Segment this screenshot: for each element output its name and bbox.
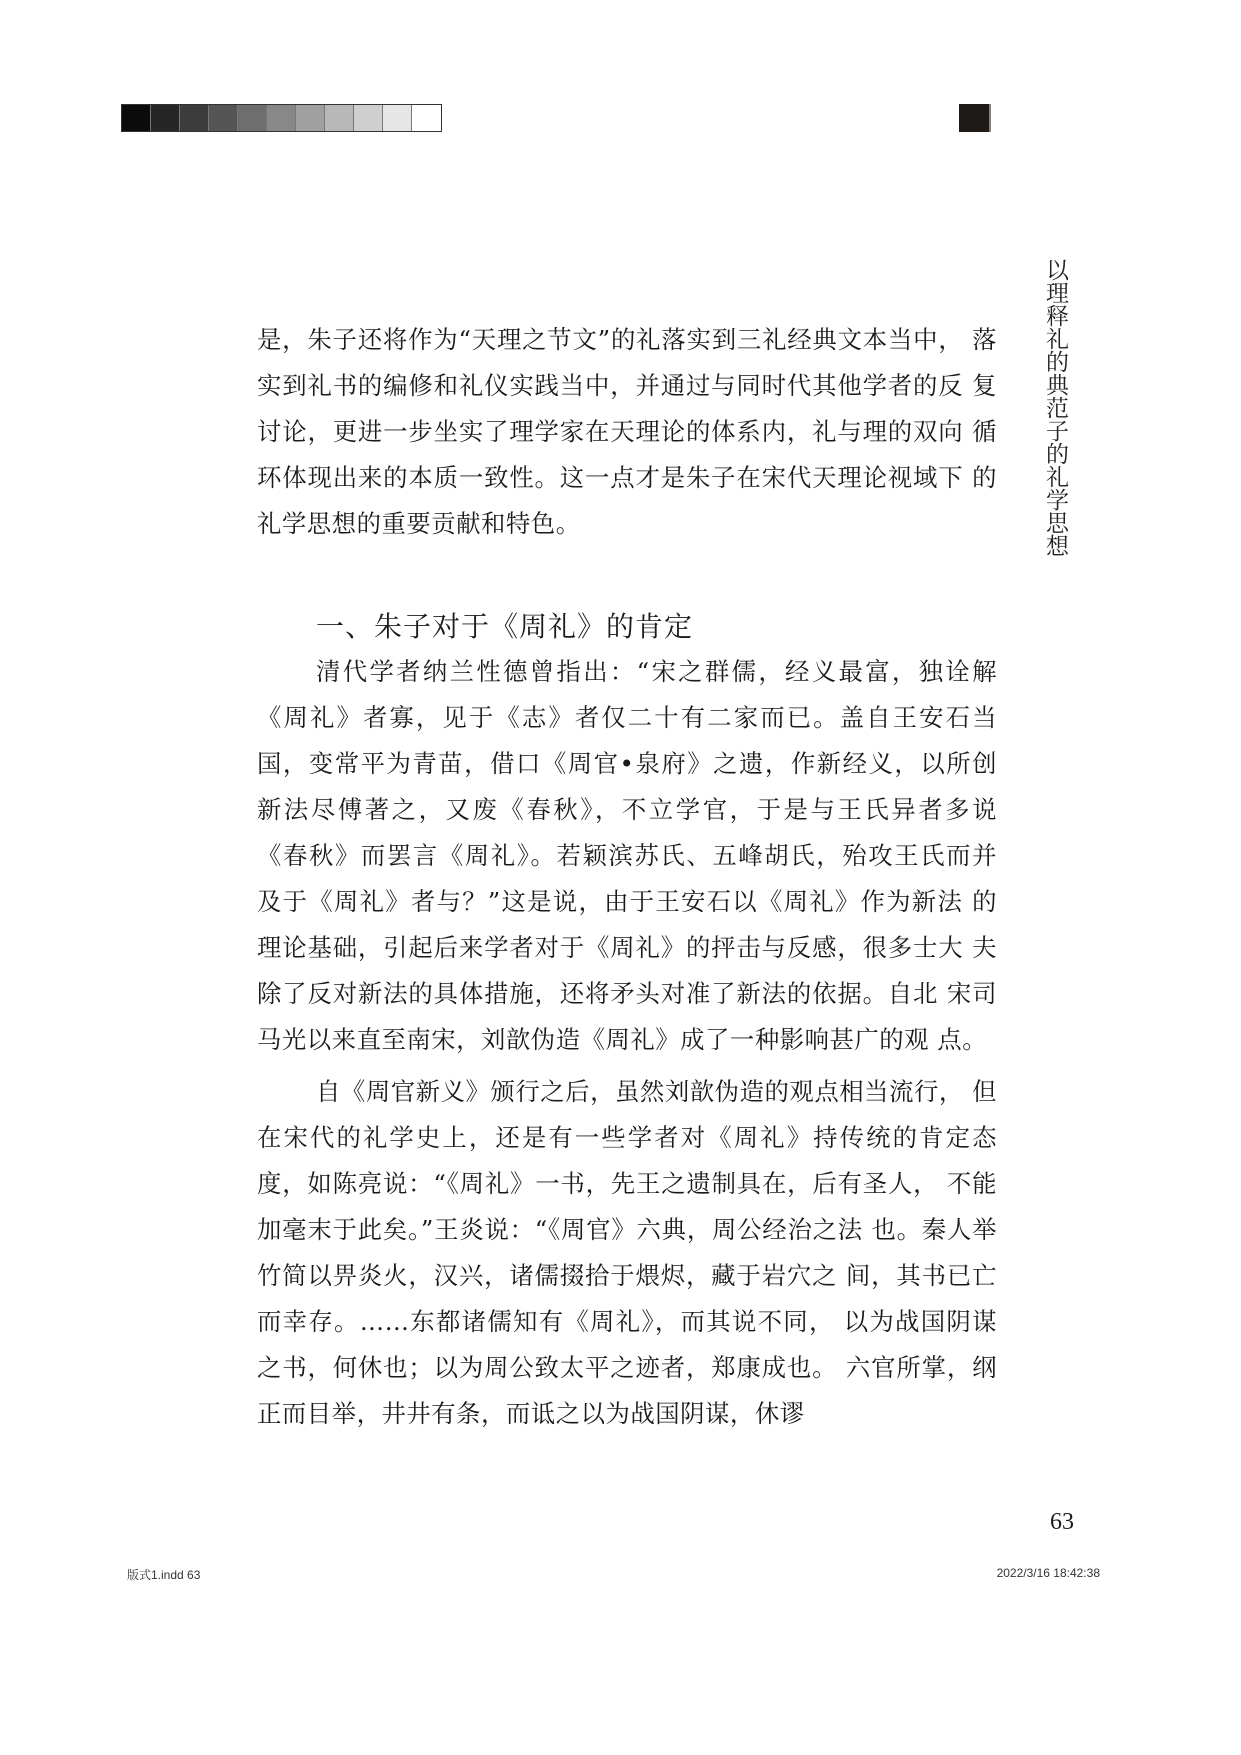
section-title: 一、朱子对于《周礼》的肯定 [316,610,694,643]
corner-registration-block [959,104,989,132]
grayscale-swatch [238,105,267,131]
grayscale-swatch [325,105,354,131]
footer-timestamp: 2022/3/16 18:42:38 [996,1566,1100,1580]
body-paragraph-1: 清代学者纳兰性德曾指出：“宋之群儒，经义最富，独诠解《周礼》者寡，见于《志》者仅二十有二家而已。盖自王安石当 国，变常平为青苗，借口《周官•泉府》之遗，作新经义，以所创 新法尽傅著之，又废《春秋》，不立学官，于是与王氏异者多说 《春秋》而罢言《周礼》。若颖滨苏氏、五峰胡氏，殆攻王氏而并 及于《周礼》者与？”这是说，由于王安石以《周礼》作为新法 的理论基础，引起后来学者对于《周礼》的抨击与反感，很多士大 夫除了反对新法的具体措施，还将矛头对准了新法的依据。自北 宋司马光以来直至南宋，刘歆伪造《周礼》成了一种影响甚广的观 点。 [257,657,997,1054]
grayscale-swatch [122,105,151,131]
intro-paragraph-text: 是，朱子还将作为“天理之节文”的礼落实到三礼经典文本当中， 落实到礼书的编修和礼仪实践当中，并通过与同时代其他学者的反 复讨论，更进一步坐实了理学家在天理论的体系内，礼与理的双向 循环体现出来的本质一致性。这一点才是朱子在宋代天理论视域下 的礼学思想的重要贡献和特色。 [257,325,997,538]
running-head: 以理释礼的典范子的礼学思想 [1042,258,1068,557]
grayscale-calibration-bar [121,104,442,132]
grayscale-swatch [180,105,209,131]
footer-file-info: 版式1.indd 63 [127,1568,201,1582]
section-body [257,649,997,1437]
grayscale-swatch [151,105,180,131]
page-number: 63 [1050,1509,1074,1535]
body-paragraph-2: 自《周官新义》颁行之后，虽然刘歆伪造的观点相当流行， 但在宋代的礼学史上，还是有一些学者对《周礼》持传统的肯定态 度，如陈亮说：“《周礼》一书，先王之遗制具在，后有圣人， 不能加毫末于此矣。”王炎说：“《周官》六典，周公经治之法 也。秦人举竹简以畀炎火，汉兴，诸儒掇拾于煨烬，藏于岩穴之 间，其书已亡而幸存。……东都诸儒知有《周礼》，而其说不同， 以为战国阴谋之书，何休也；以为周公致太平之迹者，郑康成也。 六官所掌，纲正而目举，井井有条，而诋之以为战国阴谋，休谬 [257,1077,997,1428]
intro-paragraph [257,317,997,547]
grayscale-swatch [383,105,412,131]
grayscale-swatch [209,105,238,131]
grayscale-swatch [296,105,325,131]
grayscale-swatch [412,105,441,131]
grayscale-swatch [354,105,383,131]
grayscale-swatch [267,105,296,131]
